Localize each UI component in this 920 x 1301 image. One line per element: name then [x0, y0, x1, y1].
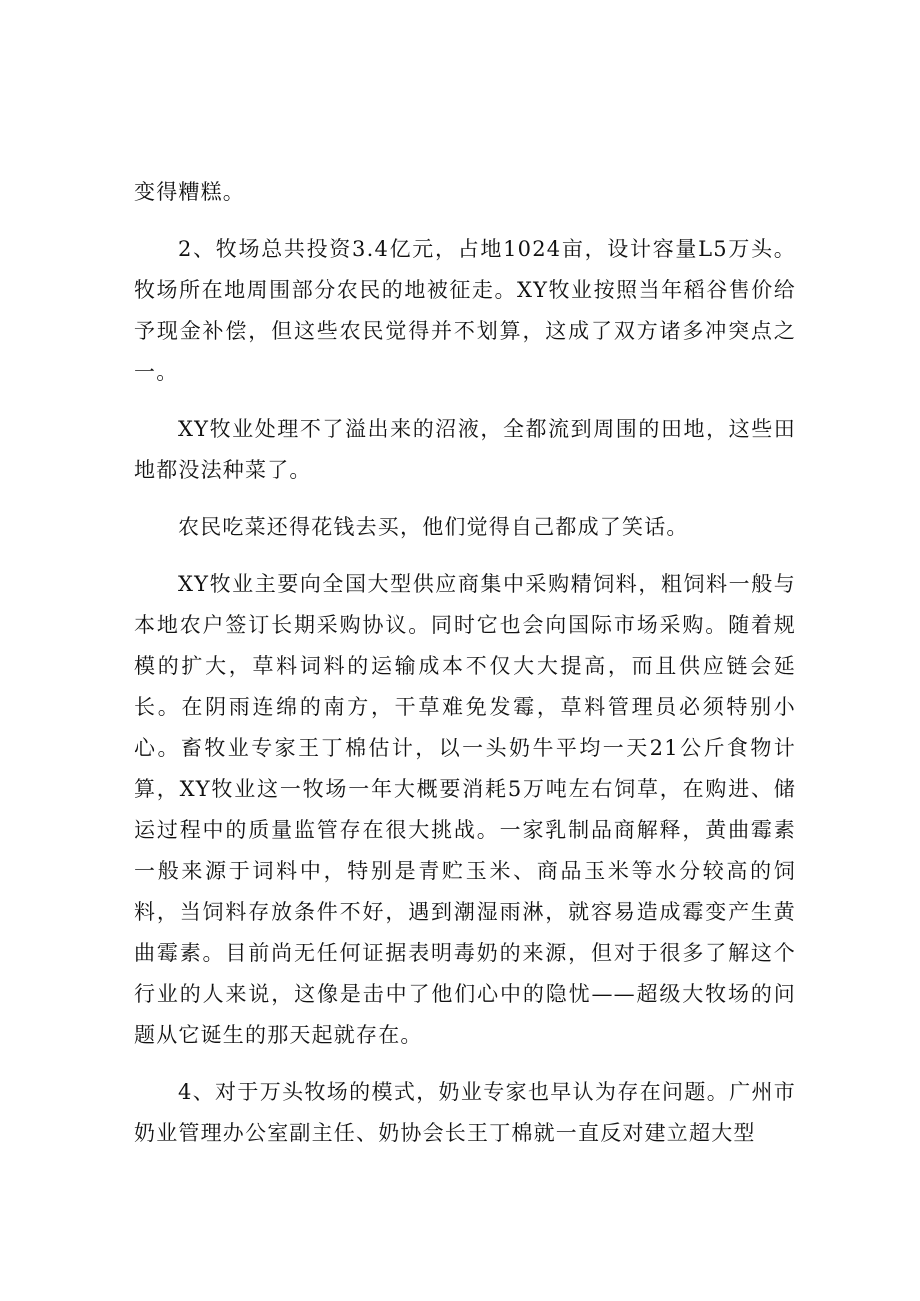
paragraph-3: XY牧业处理不了溢出来的沼液，全都流到周围的田地，这些田地都没法种菜了。: [134, 417, 796, 482]
paragraph-1: 变得糟糕。: [134, 180, 245, 204]
paragraph-6: 4、对于万头牧场的模式，奶业专家也早认为存在问题。广州市奶业管理办公室副主任、奶协会长王丁棉就一直反对建立超大型: [134, 1080, 796, 1145]
paragraph-4: 农民吃菜还得花钱去买，他们觉得自己都成了笑话。: [178, 515, 689, 539]
paragraph-2: 2、牧场总共投资3.4亿元，占地1024亩，设计容量L5万头。牧场所在地周围部分农民的地被征走。XY牧业按照当年稻谷售价给予现金补偿，但这些农民觉得并不划算，这成了双方诸多冲突点之一。: [134, 237, 796, 384]
document-body: [134, 172, 796, 1154]
paragraph-5: XY牧业主要向全国大型供应商集中采购精饲料，粗饲料一般与本地农户签订长期采购协议。同时它也会向国际市场采购。随着规模的扩大，草料词料的运输成本不仅大大提高，而且供应链会延长。在阴雨连绵的南方，干草难免发霉，草料管理员必须特别小心。畜牧业专家王丁棉估计，以一头奶牛平均一天21公斤食物计算，XY牧业这一牧场一年大概要消耗5万吨左右饲草，在购进、储运过程中的质量监管存在很大挑战。一家乳制品商解释，黄曲霉素一般来源于词料中，特别是青贮玉米、商品玉米等水分较高的饲料，当饲料存放条件不好，遇到潮湿雨淋，就容易造成霉变产生黄曲霉素。目前尚无任何证据表明毒奶的来源，但对于很多了解这个行业的人来说，这像是击中了他们心中的隐忧——超级大牧场的问题从它诞生的那天起就存在。: [134, 572, 796, 1047]
